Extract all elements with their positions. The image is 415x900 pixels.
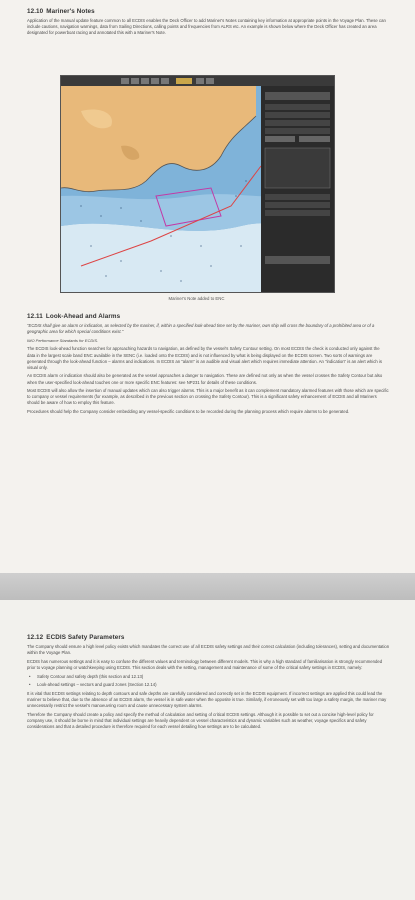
paragraph: Application of the manual update feature common to all ECDIS enables the Deck Officer to add Mariner's Notes containing key information at appropriate points in the Voyage Plan. These can include cautions, navigation warnings, data from Sailing Directions, calling points and frequencies from ALRS etc. An example is shown below where the Deck Officer has created an area designated for powerboat racing and annotated this with a Mariner's Note. (27, 18, 386, 36)
paragraph: The ECDIS look-ahead function searches for approaching hazards to navigation, as defined by the vessel's Safety Contour setting. On most ECDIS the check is conducted only against the data in the largest scale band ENC available in the SENC (i.e. loaded onto the ECDIS) and is not influenced by what is being displayed on the ECDIS screen. Two sorts of warnings are generated through the look-ahead function – alarms and indications. In ECDIS an "alarm" is an audible and visual alert which requires immediate attention. An "indication" is an alert which is visual only. (27, 346, 382, 370)
paragraph: Procedures should help the Company consider embedding any vessel-specific conditions to be recorded during the planning process which require alarms to be generated. (27, 409, 350, 415)
page-gap (0, 573, 415, 600)
page-bottom (0, 600, 415, 900)
section-heading: 12.12 ECDIS Safety Parameters (27, 634, 125, 641)
section-heading: 12.11 Look-Ahead and Alarms (27, 313, 121, 320)
paragraph: Most ECDIS will also allow the insertion of manual updates which can also trigger alarms. This is a major benefit as it can complement mandatory alarmed features with those which are specific to company or vessel requirements (for example, as described in the previous section on crossing the Safety Contour). This is a significant safety enhancement of ECDIS and all Mariners should be aware of how to employ this feature. (27, 388, 389, 406)
paragraph: The Company should ensure a high level policy exists which mandates the correct use of all ECDIS safety settings and their correct calculation (including tolerances), setting and documentation within the Voyage Plan. (27, 644, 390, 656)
paragraph: It is vital that ECDIS settings relating to depth contours and safe depths are carefully considered and correctly set in the ECDIS equipment. If incorrect settings are applied this could lead the mariner to believe that, due to the absence of an ECDIS alarm, the vessel is in safe water when the opposite is true. Similarly, if erroneously set with too large a safety margin, the mariner may unnecessarily restrict the vessel's manoeuvring room and cause unnecessary system alarms. (27, 690, 387, 709)
section-1211 (27, 313, 389, 418)
quote: "ECDIS shall give an alarm or indication, as selected by the mariner, if, within a specified look-ahead time set by the mariner, own ship will cross the boundary of a prohibited area or of a geographic area for which special conditions exist." (27, 323, 375, 335)
paragraph: An ECDIS alarm or indication should also be generated as the vessel approaches a danger to navigation. These are defined not only as when the vessel crosses the Safety Contour but also when the user-specified look-ahead touches one or more specific ENC features: see NP231 for details of these conditions. (27, 373, 383, 385)
section-heading: 12.10 Mariner's Notes (27, 8, 95, 15)
ecdis-chart-image (61, 76, 334, 292)
section-1210 (27, 8, 389, 39)
quote-source: IMO Performance Standards for ECDIS. (27, 337, 99, 343)
section-1212 (27, 634, 391, 733)
figure-caption: Mariner's Note added to ENC (168, 296, 225, 301)
paragraph: ECDIS has numerous settings and it is easy to confuse the different values and terminology between different models. This is why a high standard of familiarisation is strongly recommended prior to voyage planning or watchkeeping using ECDIS. This section deals with the setting, management and maintenance of some of the critical safety settings in ECDIS, namely: (27, 658, 383, 670)
ecdis-screenshot-figure (60, 75, 335, 293)
list-item: • Look-ahead settings – vectors and guard zones (Section 12.14) (27, 682, 391, 688)
paragraph: Therefore the Company should create a policy and specify the method of calculation and setting of critical ECDIS settings. Although it is possible to set out a concise high-level policy for company use, it should be borne in mind that individual settings are heavily dependent on vessel characteristics and dynamic variables such as weather, voyage specifics and safety considerations and that a detailed procedure is therefore required for each vessel detailing how settings are to be calculated. (27, 711, 374, 729)
list-item: • Safety Contour and safety depth (this section and 12.13) (27, 674, 391, 680)
